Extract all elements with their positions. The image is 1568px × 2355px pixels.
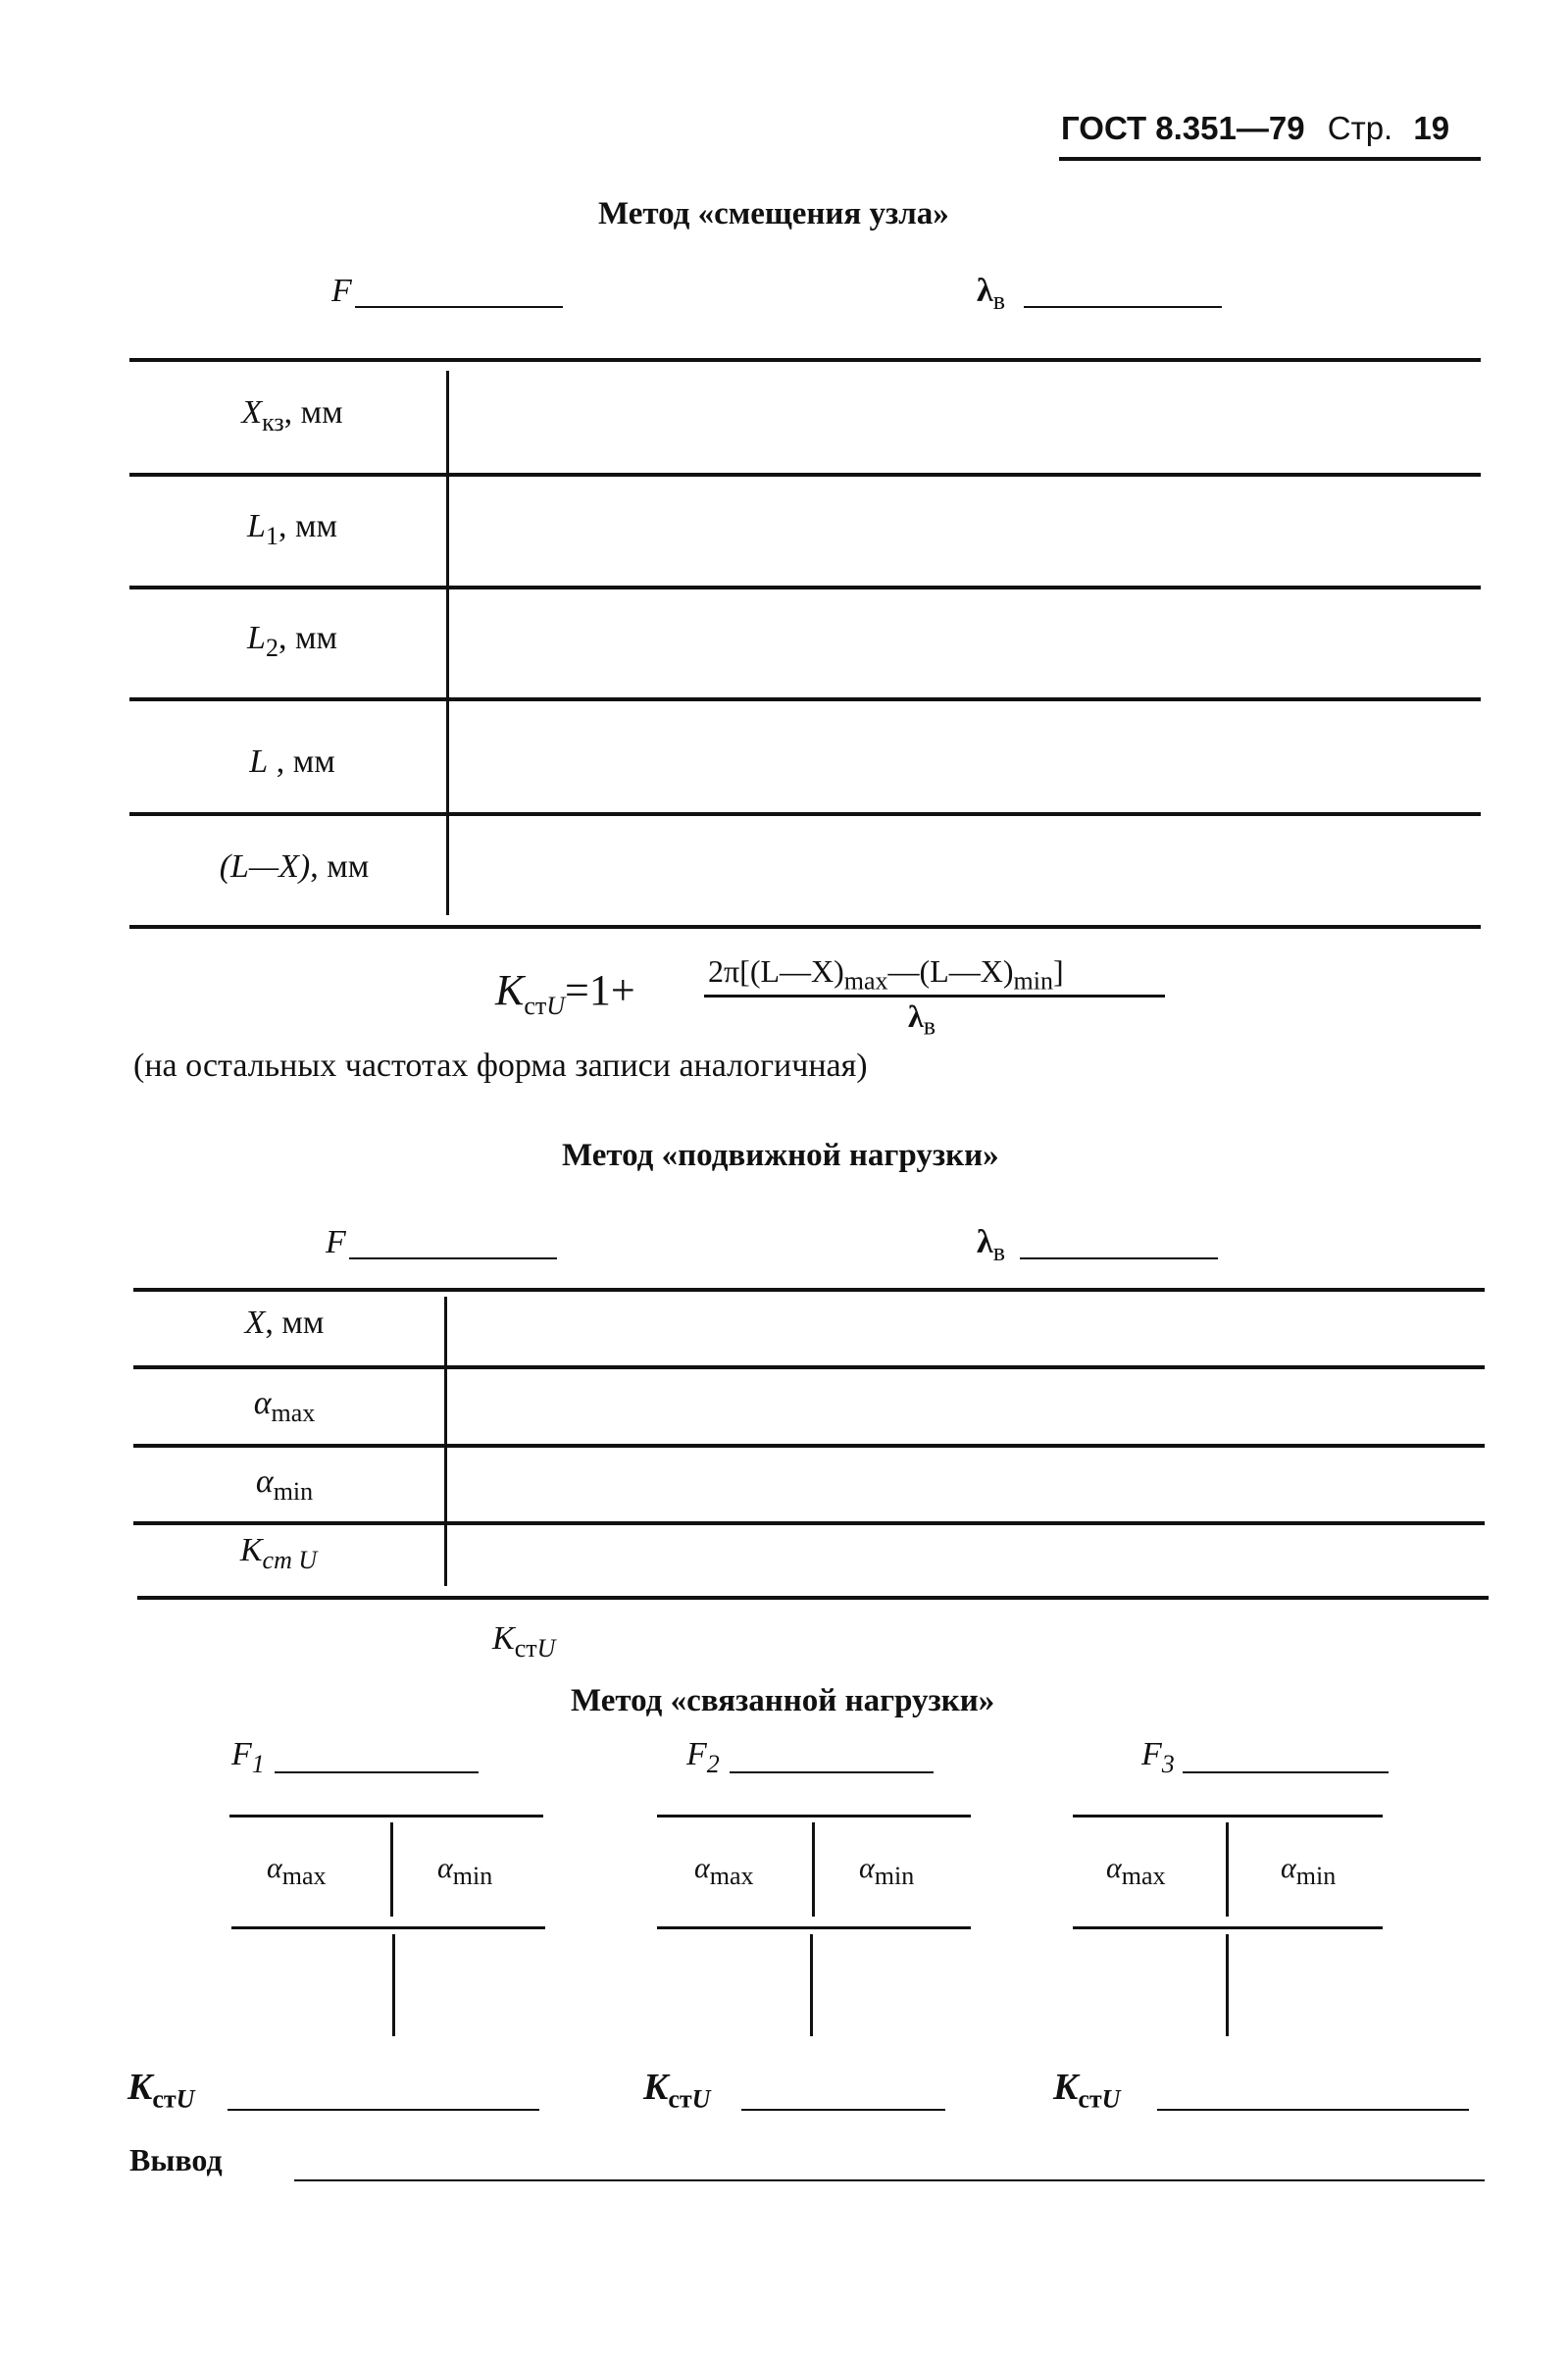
section1-lambda-blank: [1024, 306, 1222, 308]
group1-freq-label: $F_1$: [231, 1736, 265, 1778]
group1-top-rule: [229, 1815, 543, 1817]
group2-freq-blank: [730, 1771, 934, 1773]
standard-number: ГОСТ 8.351—79: [1061, 110, 1305, 146]
group1-kst-label: $K_{стU}$: [127, 2067, 195, 2114]
table1-row-rule: [129, 473, 1481, 477]
group1-kst-blank: [228, 2109, 539, 2111]
group3-kst-label: $K_{стU}$: [1053, 2067, 1121, 2114]
table1-row-label: $L_1$, мм: [247, 508, 337, 550]
group1-divider: [390, 1822, 393, 1917]
group3-divider-lower: [1226, 1934, 1229, 2036]
section1-lambda-label: $\lambda_в$: [977, 273, 1005, 315]
conclusion-blank: [294, 2179, 1485, 2181]
table2-row-rule: [133, 1365, 1485, 1369]
table1-row-rule: [129, 812, 1481, 816]
table2-bottom-rule: [137, 1596, 1489, 1600]
group1-mid-rule: [231, 1926, 545, 1929]
table1-top-rule: [129, 358, 1481, 362]
table2-row-label: $\alpha_{max}$: [253, 1385, 316, 1427]
group1-col1-header: $\alpha_{max}$: [267, 1852, 327, 1890]
section2-freq-label: F: [326, 1224, 346, 1260]
section1-title: Метод «смещения узла»: [598, 196, 949, 231]
table2-row-label: $K_{ст U}$: [239, 1532, 318, 1574]
section2-lambda-blank: [1020, 1257, 1218, 1259]
group2-top-rule: [657, 1815, 971, 1817]
fraction-bar: [704, 995, 1165, 998]
table1-row-label: $X_{кз}$, мм: [241, 394, 343, 436]
section1-freq-label: F: [331, 273, 352, 309]
page-header: [1061, 110, 1449, 147]
group1-freq-blank: [275, 1771, 479, 1773]
table2-row-rule: [133, 1521, 1485, 1525]
section2-result-label: $K_{стU}$: [492, 1620, 556, 1663]
group2-divider-lower: [810, 1934, 813, 2036]
table1-divider: [446, 371, 449, 915]
kst-formula-denominator: $\lambda_в$: [908, 998, 936, 1041]
section2-lambda-label: $\lambda_в$: [977, 1224, 1005, 1266]
table2-top-rule: [133, 1288, 1485, 1292]
group3-kst-blank: [1157, 2109, 1469, 2111]
table1-row-rule: [129, 697, 1481, 701]
table2-row-label: $\alpha_{min}$: [255, 1463, 314, 1506]
table2-row-rule: [133, 1444, 1485, 1448]
section1-note: (на остальных частотах форма записи аналогичная): [133, 1048, 868, 1084]
kst-formula-numerator: $2\pi[(L—X)_{max}—(L—X)_{min}]$: [708, 953, 1064, 996]
group3-col2-header: $\alpha_{min}$: [1281, 1852, 1337, 1890]
group2-divider: [812, 1822, 815, 1917]
table2-divider: [444, 1297, 447, 1586]
group3-divider: [1226, 1822, 1229, 1917]
group3-mid-rule: [1073, 1926, 1383, 1929]
table1-row-label: $L_2$, мм: [247, 620, 337, 662]
page-prefix: Стр.: [1327, 110, 1393, 146]
section3-title: Метод «связанной нагрузки»: [571, 1683, 995, 1718]
table1-row-rule: [129, 586, 1481, 589]
page-number: 19: [1413, 110, 1450, 146]
group2-mid-rule: [657, 1926, 971, 1929]
group2-col1-header: $\alpha_{max}$: [694, 1852, 754, 1890]
group1-divider-lower: [392, 1934, 395, 2036]
group3-top-rule: [1073, 1815, 1383, 1817]
section2-freq-blank: [349, 1257, 557, 1259]
table1-bottom-rule: [129, 925, 1481, 929]
group3-freq-label: $F_3$: [1141, 1736, 1175, 1778]
group2-kst-blank: [741, 2109, 945, 2111]
group1-col2-header: $\alpha_{min}$: [437, 1852, 493, 1890]
group3-freq-blank: [1183, 1771, 1389, 1773]
table2-row-label: X, мм: [244, 1305, 325, 1341]
group2-freq-label: $F_2$: [686, 1736, 720, 1778]
section2-title: Метод «подвижной нагрузки»: [562, 1138, 999, 1173]
header-rule: [1059, 157, 1481, 161]
table1-row-label: L , мм: [249, 743, 335, 780]
section1-freq-blank: [355, 306, 563, 308]
group2-kst-label: $K_{стU}$: [643, 2067, 711, 2114]
group2-col2-header: $\alpha_{min}$: [859, 1852, 915, 1890]
kst-formula-lhs: $K_{стU}=1+$: [495, 966, 635, 1020]
group3-col1-header: $\alpha_{max}$: [1106, 1852, 1166, 1890]
conclusion-label: Вывод: [129, 2142, 223, 2177]
table1-row-label: (L—X), мм: [219, 848, 370, 885]
